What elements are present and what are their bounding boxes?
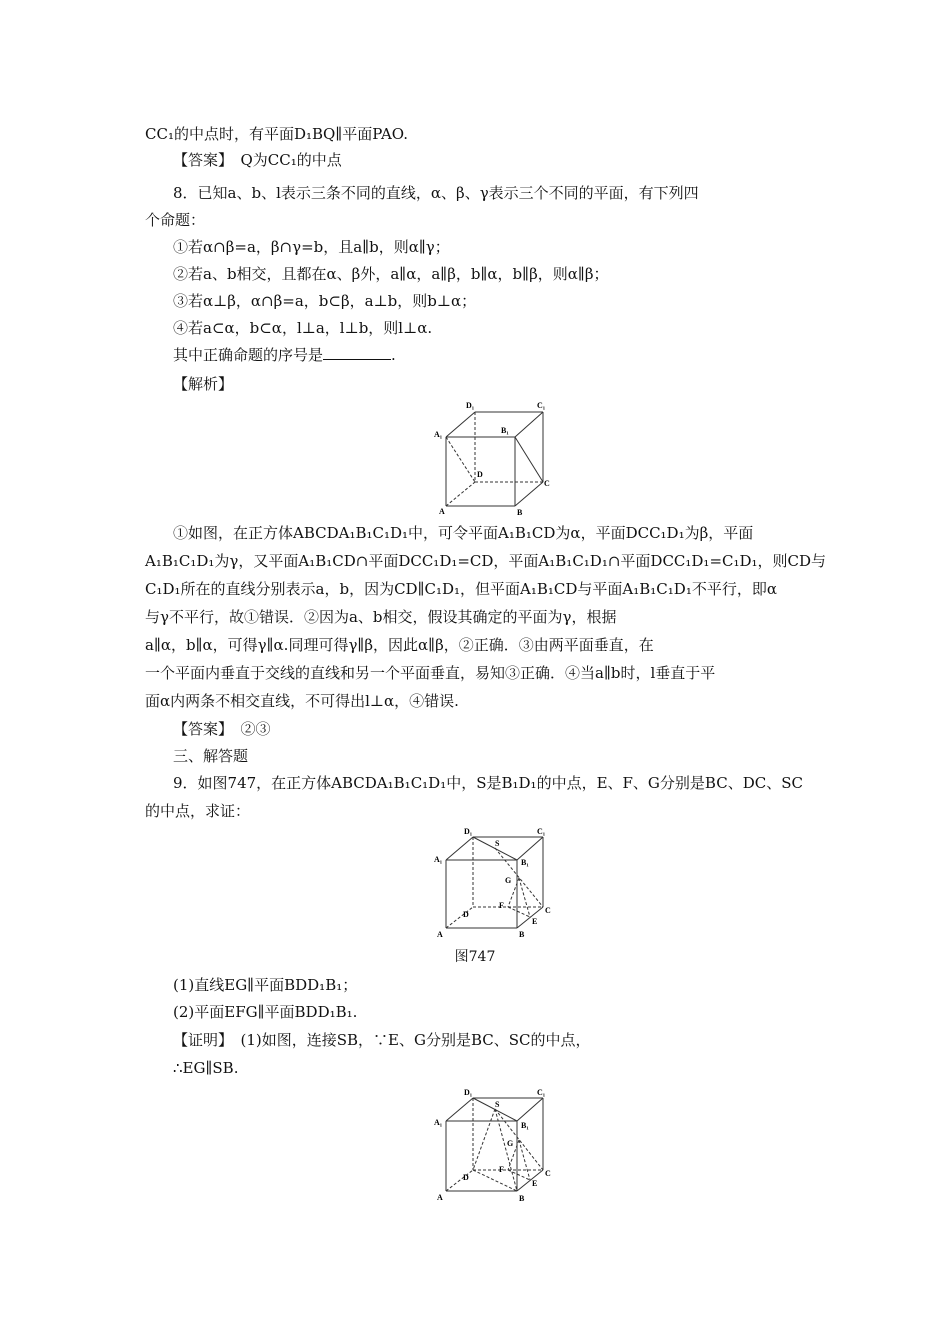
proposition-2: ②若a、b相交，且都在α、β外，a∥α，a∥β，b∥α，b∥β，则α∥β； bbox=[173, 265, 609, 283]
label-D: D bbox=[463, 910, 469, 919]
label-S: S bbox=[495, 1100, 500, 1109]
edge bbox=[446, 837, 473, 860]
segment-FE bbox=[508, 1170, 530, 1180]
fill-blank-line bbox=[173, 345, 396, 365]
proposition-1: ①若α∩β=a，β∩γ=b，且a∥b，则α∥γ； bbox=[173, 238, 450, 256]
hidden-diagonal-A1D bbox=[446, 437, 475, 482]
label-G: G bbox=[505, 876, 512, 885]
label-A1: A₁ bbox=[434, 1118, 443, 1127]
claim-2: (2)平面EFG∥平面BDD₁B₁. bbox=[173, 1003, 358, 1021]
label-D1: D₁ bbox=[464, 827, 473, 836]
hidden-edge bbox=[446, 482, 475, 506]
segment-SC bbox=[495, 848, 543, 907]
question-8: 8．已知a、b、l表示三条不同的直线，α、β、γ表示三个不同的平面，有下列四 bbox=[173, 184, 699, 202]
label-B1: B₁ bbox=[521, 858, 529, 867]
label-F: F bbox=[499, 901, 504, 910]
label-S: S bbox=[495, 839, 500, 848]
analysis-paragraph: A₁B₁C₁D₁为γ，又平面A₁B₁CD∩平面DCC₁D₁=CD，平面A₁B₁C₁D₁∩平面DCC₁D₁=C₁D₁，则CD与 bbox=[145, 552, 827, 570]
label-F: F bbox=[499, 1165, 504, 1174]
label-D1: D₁ bbox=[464, 1088, 473, 1097]
label-D: D bbox=[477, 470, 483, 479]
label-B1: B₁ bbox=[521, 1121, 529, 1130]
edge bbox=[517, 907, 543, 928]
analysis-paragraph: 一个平面内垂直于交线的直线和另一个平面垂直，易知③正确．④当a∥b时，l垂直于平 bbox=[145, 664, 716, 682]
label-E: E bbox=[532, 917, 538, 926]
segment-SC bbox=[495, 1109, 543, 1170]
label-B: B bbox=[519, 1194, 525, 1203]
label-E: E bbox=[532, 1179, 538, 1188]
edge bbox=[515, 412, 543, 437]
edge bbox=[515, 482, 543, 506]
edge bbox=[517, 837, 543, 860]
answer-line: 【答案】 ②③ bbox=[173, 720, 271, 738]
label-A1: A₁ bbox=[434, 430, 443, 439]
label-A: A bbox=[439, 507, 445, 516]
figure-caption: 图747 bbox=[454, 949, 496, 965]
label-D: D bbox=[463, 1173, 469, 1182]
label-G: G bbox=[507, 1139, 514, 1148]
diagonal-BD bbox=[473, 1170, 517, 1191]
hidden-edge bbox=[446, 1170, 473, 1191]
label-C: C bbox=[545, 906, 551, 915]
edge bbox=[446, 1098, 473, 1121]
cube-figure-1 bbox=[433, 400, 553, 520]
analysis-heading: 【解析】 bbox=[173, 375, 234, 393]
section-heading: 三、解答题 bbox=[173, 747, 249, 765]
label-B: B bbox=[519, 930, 525, 939]
edge bbox=[446, 412, 475, 437]
analysis-paragraph: a∥α，b∥α，可得γ∥α.同理可得γ∥β，因此α∥β，②正确．③由两平面垂直，在 bbox=[145, 636, 654, 654]
proof-line: ∴EG∥SB. bbox=[173, 1059, 239, 1077]
hidden-edge bbox=[446, 907, 473, 928]
segment-FE bbox=[508, 907, 530, 917]
answer-blank bbox=[323, 345, 391, 360]
analysis-paragraph: 与γ不平行，故①错误．②因为a、b相交，假设其确定的平面为γ，根据 bbox=[145, 608, 617, 626]
text-line: 的中点，求证： bbox=[145, 802, 251, 820]
text-line: 个命题： bbox=[145, 211, 206, 229]
label-C: C bbox=[545, 1169, 551, 1178]
label-B: B bbox=[517, 508, 523, 517]
proof-line: 【证明】 (1)如图，连接SB，∵E、G分别是BC、SC的中点， bbox=[173, 1031, 591, 1049]
label-C1: C₁ bbox=[537, 827, 546, 836]
proposition-3: ③若α⊥β，α∩β=a，b⊂β，a⊥b，则b⊥α； bbox=[173, 292, 477, 310]
label-B1: B₁ bbox=[501, 426, 509, 435]
proposition-4: ④若a⊂α，b⊂α，l⊥a，l⊥b，则l⊥α. bbox=[173, 319, 433, 337]
cube-figure-3 bbox=[433, 1086, 553, 1204]
analysis-paragraph: 面α内两条不相交直线，不可得出l⊥α，④错误. bbox=[145, 692, 459, 710]
label-A1: A₁ bbox=[434, 855, 443, 864]
answer-line: 【答案】 Q为CC₁的中点 bbox=[173, 151, 342, 169]
label-C1: C₁ bbox=[537, 401, 546, 410]
label-D1: D₁ bbox=[466, 401, 475, 410]
claim-1: (1)直线EG∥平面BDD₁B₁； bbox=[173, 976, 358, 994]
text-line: CC₁的中点时，有平面D₁BQ∥平面PAO. bbox=[145, 125, 408, 143]
diagonal-B1C bbox=[515, 437, 543, 482]
label-C1: C₁ bbox=[537, 1088, 546, 1097]
segment-SD bbox=[473, 1109, 495, 1170]
analysis-paragraph: ①如图，在正方体ABCDA₁B₁C₁D₁中，可令平面A₁B₁CD为α，平面DCC₁D₁为β，平面 bbox=[173, 524, 754, 542]
text: . bbox=[391, 346, 396, 364]
question-9: 9．如图747，在正方体ABCDA₁B₁C₁D₁中，S是B₁D₁的中点，E、F、G分别是BC、DC、SC bbox=[173, 774, 803, 792]
cube-figure-747 bbox=[433, 825, 553, 940]
label-A: A bbox=[437, 930, 443, 939]
label-A: A bbox=[437, 1193, 443, 1202]
text: 其中正确命题的序号是 bbox=[173, 346, 324, 364]
edge bbox=[517, 1098, 543, 1121]
analysis-paragraph: C₁D₁所在的直线分别表示a，b，因为CD∥C₁D₁，但平面A₁B₁CD与平面A₁B₁C₁D₁不平行，即α bbox=[145, 580, 777, 598]
edge bbox=[517, 1170, 543, 1191]
label-C: C bbox=[544, 479, 550, 488]
